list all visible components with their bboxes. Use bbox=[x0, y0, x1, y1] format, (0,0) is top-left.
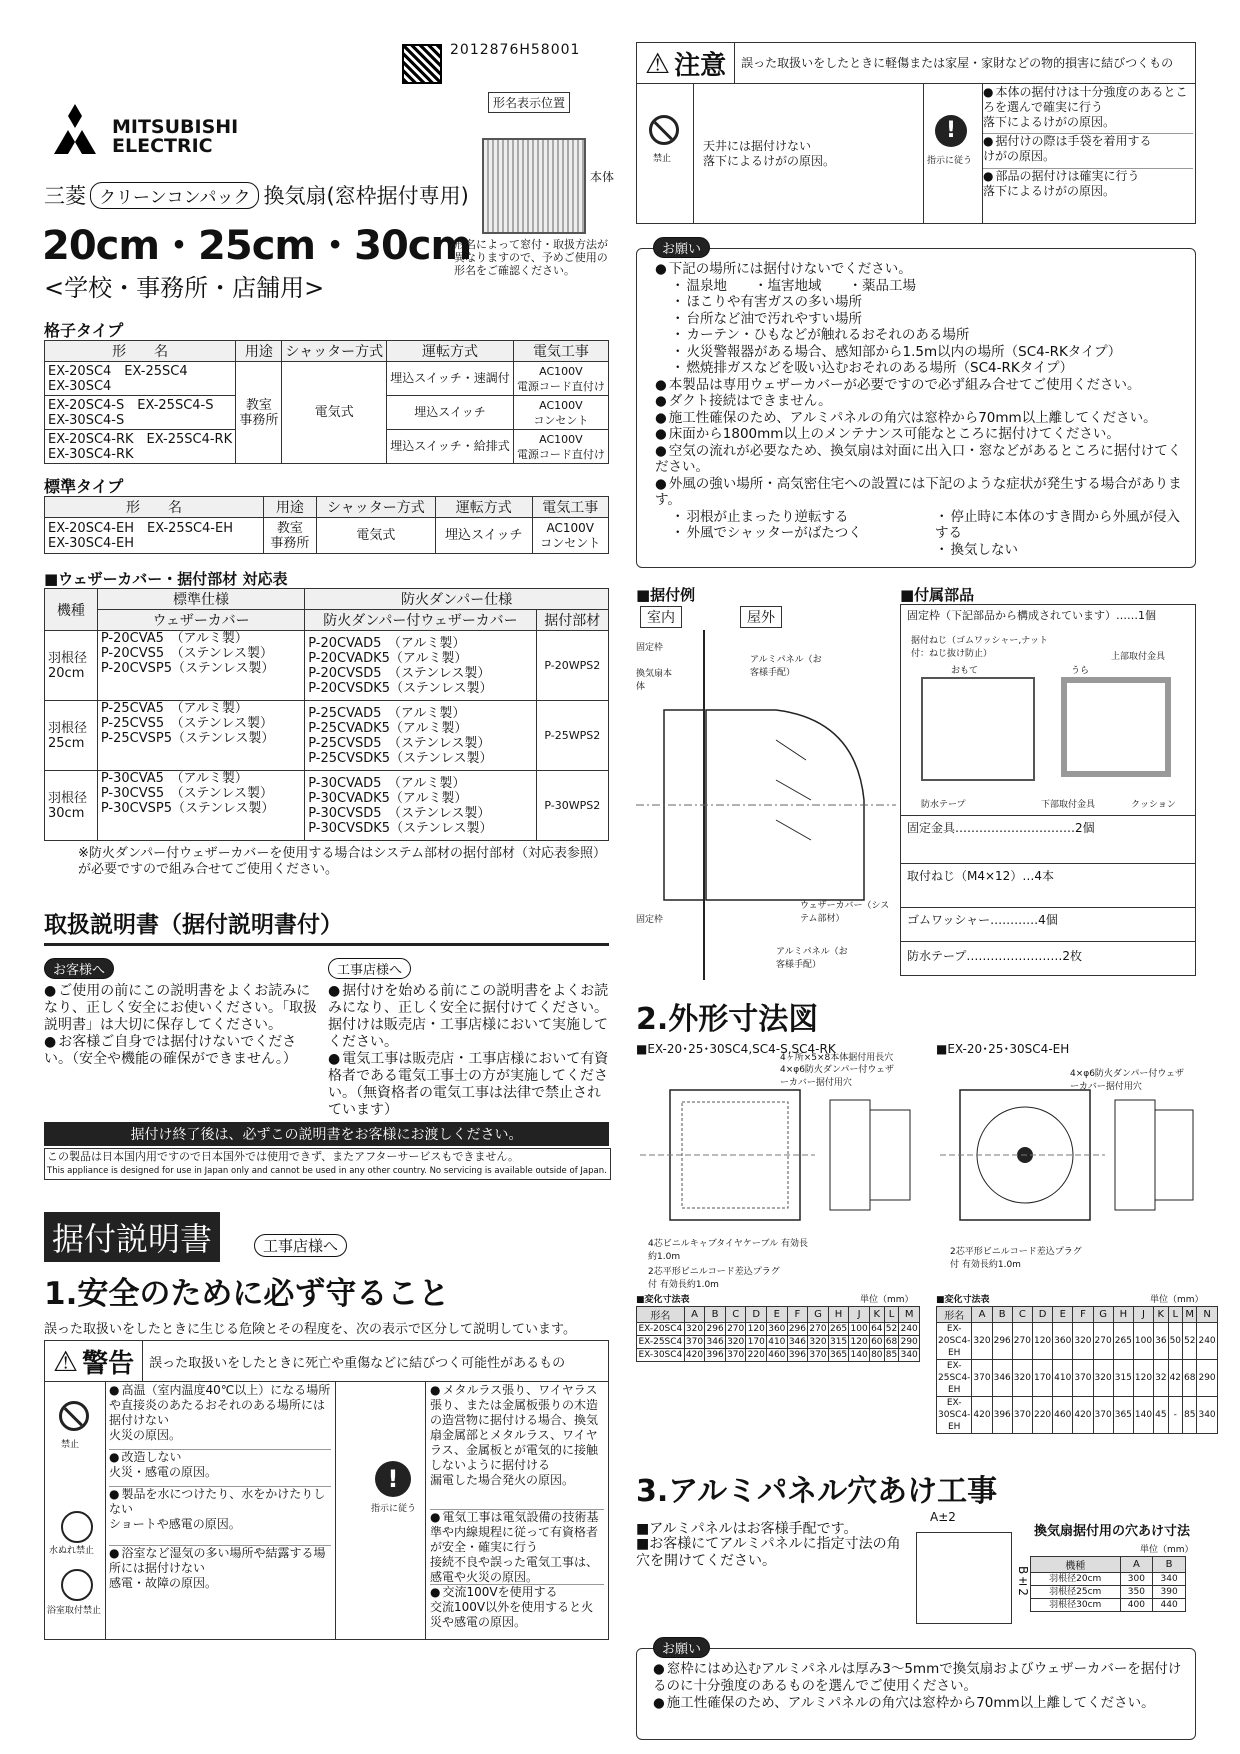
warning-triangle-icon: ⚠ bbox=[53, 1344, 79, 1378]
diagram-label: アルミパネル（お客様手配） bbox=[750, 655, 822, 678]
dim-table-title-b: ■変化寸法表 bbox=[936, 1295, 990, 1305]
request-item: ● 空気の流れが必要なため、換気扇は対面に出入口・窓などがあるところに据付けてください。 bbox=[655, 443, 1185, 476]
customer-item: ● ご使用の前にこの説明書をよくお読みになり、正しく安全にお使いください。「取扱説明書」は大切に保存してください。 bbox=[44, 983, 319, 1034]
parts-row: ゴムワッシャー…………4個 bbox=[907, 913, 1058, 927]
parts-box bbox=[900, 604, 1196, 976]
prohibit-icon bbox=[59, 1401, 89, 1431]
request-sub-item: ・ ほこりや有害ガスの多い場所 bbox=[671, 294, 1185, 311]
contractor-item: ● 据付けを始める前にこの説明書をよくお読みになり、正しく安全に据付けてください。据付けは販売店・工事店様において実施してください。 bbox=[328, 983, 610, 1051]
request-item: ● 本製品は専用ウェザーカバーが必要ですので必ず組み合せてご使用ください。 bbox=[655, 377, 1185, 394]
dimension-note: 2芯平形ビニルコード差込プラグ付 有効長約1.0m bbox=[648, 1267, 780, 1290]
dim-unit-b: 単位（mm） bbox=[1150, 1295, 1204, 1305]
no-bathroom-icon bbox=[61, 1569, 93, 1601]
warning-item: ● 交流100Vを使用する 交流100V以外を使用すると火災や感電の原因。 bbox=[430, 1585, 604, 1630]
body-label: 本体 bbox=[590, 170, 615, 184]
request-box bbox=[636, 242, 1196, 568]
hole-unit: 単位（mm） bbox=[1140, 1545, 1194, 1555]
warning-item: ● 製品を水につけたり、水をかけたりしない ショートや感電の原因。 bbox=[109, 1487, 331, 1546]
warning-item: ● メタルラス張り、ワイヤラス張り、または金属板張りの木造の造営物に据付ける場合、換気扇金属部とメタルラス、ワイヤラス、金属板とが電気的に接触しないように据付ける 漏電した場合発火の原因。 bbox=[430, 1383, 604, 1510]
table-row: EX-20SC4 320 296 270 120 360 296 270 265 100 64 52 240 bbox=[638, 1324, 918, 1334]
parts-sub-label: 据付ねじ（ゴムワッシャー,ナット付：ねじ抜け防止） bbox=[911, 636, 1049, 659]
diagram-label: 固定枠 bbox=[636, 643, 664, 653]
frame-back-illustration bbox=[1061, 677, 1171, 777]
s1-title: 1.安全のために必ず守ること bbox=[44, 1276, 450, 1312]
hole-table: 機種 A B 羽根径20cm 300 340 羽根径25cm 350 390 羽根径30cm 400 440 bbox=[1030, 1556, 1186, 1612]
fan-illustration bbox=[482, 138, 586, 234]
product-title: 三菱 クリーンコンパック 換気扇(窓枠据付専用) bbox=[44, 184, 469, 208]
caution-box bbox=[636, 42, 1196, 224]
contractor-pill: 工事店様へ bbox=[328, 958, 411, 979]
table-row: EX-30SC4 420 396 370 220 460 396 370 365 140 80 85 340 bbox=[638, 1350, 918, 1360]
caution-item: ● 据付けの際は手袋を着用する けがの原因。 bbox=[983, 134, 1193, 169]
standard-table: 形 名 用途 シャッター方式 運転方式 電気工事 EX-20SC4-EH EX-25SC4-EH EX-30SC4-EH 教室 事務所 電気式 埋込スイッチ AC100V コンセント bbox=[44, 496, 609, 554]
lattice-heading: 格子タイプ bbox=[44, 321, 124, 340]
parts-sub-label: 下部取付金具 bbox=[1041, 800, 1096, 810]
contractor-block bbox=[328, 958, 610, 1119]
customer-block bbox=[44, 958, 319, 1068]
install-pill: 工事店様へ bbox=[254, 1234, 347, 1257]
request-item: ● 施工性確保のため、アルミパネルの角穴は窓枠から70mm以上離してください。 bbox=[655, 410, 1185, 427]
request-sub-item: ・ 台所など油で汚れやすい場所 bbox=[671, 311, 1185, 328]
mitsubishi-logo-icon bbox=[44, 102, 106, 158]
request-sub-item: ・ 温泉地 ・塩害地域 ・薬品工場 bbox=[671, 278, 1185, 295]
request-sub-item: ・ カーテン・ひもなどが触れるおそれのある場所 bbox=[671, 327, 1185, 344]
weather-note: ※防火ダンパー付ウェザーカバーを使用する場合はシステム部材の据付部材（対応表参照）が必要ですので組み合せてご使用ください。 bbox=[78, 846, 607, 877]
hole-table-title: 換気扇据付用の穴あけ寸法 bbox=[1034, 1524, 1191, 1539]
s3-request-pill: お願い bbox=[653, 1637, 710, 1658]
dimension-note: 4ヶ所×5×8本体据付用長穴 bbox=[780, 1053, 894, 1063]
standard-heading: 標準タイプ bbox=[44, 477, 124, 496]
s3-line: ■お客様にてアルミパネルに指定寸法の角穴を開けてください。 bbox=[636, 1536, 901, 1569]
s2-title: 2.外形寸法図 bbox=[636, 1002, 819, 1037]
warning-label: ⚠ 警告 bbox=[45, 1341, 143, 1381]
install-example-diagram bbox=[636, 630, 906, 980]
warning-box bbox=[44, 1340, 609, 1640]
install-title: 据付説明書 bbox=[44, 1212, 220, 1262]
parts-row: 取付ねじ（M4×12）…4本 bbox=[907, 869, 1054, 883]
parts-row: 固定金具…………………………2個 bbox=[907, 821, 1095, 835]
s3-line: ■アルミパネルはお客様手配です。 bbox=[636, 1521, 858, 1537]
caution-item: ● 本体の据付けは十分強度のあるところを選んで確実に行う 落下によるけがの原因。 bbox=[983, 85, 1193, 134]
handover-bar: 据付け終了後は、必ずこの説明書をお客様にお渡しください。 bbox=[44, 1122, 609, 1146]
customer-item: ● お客様ご自身では据付けないでください。（安全や機能の確保ができません。） bbox=[44, 1034, 319, 1068]
parts-frame: 固定枠（下記部品から構成されています）……1個 bbox=[907, 609, 1156, 622]
parts-sub-label: 上部取付金具 bbox=[1111, 652, 1166, 662]
request-symptom: ・ 停止時に本体のすき間から外風が侵入する bbox=[935, 509, 1185, 542]
request-symptom: ・ 換気しない bbox=[935, 542, 1185, 559]
nameplate-note: 形名によって窓付・取扱方法が異なりますので、予めご使用の形名をご確認ください。 bbox=[454, 238, 608, 277]
indoor-label: 室内 bbox=[640, 606, 682, 628]
use-subtitle: <学校・事務所・店舗用> bbox=[44, 274, 325, 302]
contractor-item: ● 電気工事は販売店・工事店様において有資格者である電気工事士の方が実施してください。（無資格者の電気工事は法律で禁止されています） bbox=[328, 1051, 610, 1119]
icon-caption: 水ぬれ禁止 bbox=[49, 1546, 95, 1556]
warning-item: ● 高温（室内温度40℃以上）になる場所や直接炎のあたるおそれのある場所には据付けない 火災の原因。 bbox=[109, 1383, 331, 1450]
size-title: 20cm・25cm・30cm bbox=[42, 223, 472, 269]
table-row: EX-30SC4-EH 420 396 370 220 460 420 370 365 140 45 - 85 340 bbox=[938, 1398, 1216, 1432]
qr-code bbox=[402, 44, 442, 84]
s2-model-a: ■EX-20･25･30SC4,SC4-S,SC4-RK bbox=[636, 1042, 836, 1056]
dim-table-title-a: ■変化寸法表 bbox=[636, 1295, 690, 1305]
parts-row: 防水テープ……………………2枚 bbox=[907, 949, 1083, 963]
customer-pill: お客様へ bbox=[44, 958, 114, 979]
parts-sub-label: 防水テープ bbox=[921, 800, 966, 810]
nameplate-label: 形名表示位置 bbox=[488, 92, 570, 113]
dimension-note: 2芯平形ビニルコード差込プラグ付 有効長約1.0m bbox=[950, 1247, 1082, 1270]
instruction-icon: ! bbox=[935, 115, 967, 147]
diagram-label: 固定枠 bbox=[636, 915, 664, 925]
warning-item: ● 電気工事は電気設備の技術基準や内線規程に従って有資格者が安全・確実に行う 接続不良や誤った電気工事は、感電や火災の原因。 bbox=[430, 1510, 604, 1585]
caution-desc: 誤った取扱いをしたときに軽傷または家屋・家財などの物的損害に結びつくもの bbox=[741, 56, 1174, 70]
request-sub-item: ・ 燃焼排ガスなどを吸い込むおそれのある場所（SC4-RKタイプ） bbox=[671, 360, 1185, 377]
dimension-table-a: 形名 A B C D E F G H J K L M EX-20SC4 320 296 270 120 360 296 270 265 100 64 52 240 EX-25SC4 370 346 320 170 410 346 320 315 120 60 68 290 EX-30SC4 420 396 370 220 460 396 370 365 140 80 85 340 bbox=[636, 1306, 920, 1362]
s1-intro: 誤った取扱いをしたときに生じる危険とその程度を、次の表示で区分して説明しています。 bbox=[44, 1322, 576, 1337]
weather-heading: ■ウェザーカバー・据付部材 対応表 bbox=[44, 570, 288, 588]
dimension-drawing-a bbox=[640, 1060, 920, 1250]
icon-caption: 指示に従う bbox=[927, 156, 973, 166]
diagram-label: ウェザーカバー（システム部材） bbox=[800, 901, 890, 924]
request-pill: お願い bbox=[653, 237, 710, 258]
diagram-label: アルミパネル（お客様手配） bbox=[776, 947, 848, 970]
request-item: ● 下記の場所には据付けないでください。 bbox=[655, 261, 1185, 278]
table-row: 羽根径25cm 350 390 bbox=[1031, 1586, 1186, 1599]
dimension-note: 4芯ビニルキャブタイヤケーブル 有効長約1.0m bbox=[648, 1239, 808, 1262]
icon-caption: 指示に従う bbox=[371, 1504, 417, 1514]
request-symptom: ・ 羽根が止まったり逆転する bbox=[671, 509, 921, 526]
dimension-note: 4×φ6防火ダンパー付ウェザーカバー据付用穴 bbox=[780, 1065, 895, 1088]
request-item: ● ダクト接続はできません。 bbox=[655, 393, 1185, 410]
weather-table: 機種 標準仕様 防火ダンパー仕様 ウェザーカバー 防火ダンパー付ウェザーカバー 据付部材 羽根径 20cm P-20CVA5 （アルミ製） P-20CVS5 （ステンレス製） P-20CVSP5（ステンレス製） P-20CVAD5 （アルミ製） P-20CVADK5（アルミ製） P-20CVSD5 （ステンレス製） P-20CVSDK5（ステンレス製） P-20WPS2 羽根径 25cm P-25CVA5 （アルミ製） P-25CVS5 （ステンレス製） P-25CVSP5（ステンレス製） P-25CVAD5 （アルミ製） P-25CVADK5（アルミ製） P-25CVSD5 （ステンレス製） P-25CVSDK5（ステンレス製） P-25WPS2 羽根径 30cm P-30CVA5 （アルミ製） P-30CVS5 （ステンレス製） P-30CVSP5（ステンレス製） P-30CVAD5 （アルミ製） P-30CVADK5（アルミ製） P-30CVSD5 （ステンレス製） P-30CVSDK5（ステンレス製） P-30WPS2 bbox=[44, 588, 609, 841]
s3-request-item: ● 窓枠にはめ込むアルミパネルは厚み3～5mmで換気扇およびウェザーカバーを据付けるのに十分強度のあるものを選んでご使用ください。 bbox=[653, 1661, 1185, 1695]
request-sub-item: ・ 火災警報器がある場合、感知部から1.5m以内の場所（SC4-RKタイプ） bbox=[671, 344, 1185, 361]
prohibit-icon bbox=[649, 115, 679, 145]
dimension-note: 4×φ6防火ダンパー付ウェザーカバー据付用穴 bbox=[1070, 1069, 1185, 1092]
hole-diagram bbox=[916, 1532, 1012, 1624]
caution-label: ⚠ 注意 bbox=[637, 43, 735, 83]
outdoor-label: 屋外 bbox=[740, 606, 782, 628]
s3-title: 3.アルミパネル穴あけ工事 bbox=[636, 1474, 998, 1509]
icon-caption: 禁止 bbox=[653, 154, 672, 164]
warning-desc: 誤った取扱いをしたときに死亡や重傷などに結びつく可能性があるもの bbox=[149, 1355, 566, 1371]
table-row: 羽根径30cm 400 440 bbox=[1031, 1599, 1186, 1612]
table-row: 羽根径20cm 300 340 bbox=[1031, 1573, 1186, 1586]
request-item: ● 外風の強い場所・高気密住宅への設置には下記のような症状が発生する場合があります。 bbox=[655, 476, 1185, 509]
s2-model-b: ■EX-20･25･30SC4-EH bbox=[936, 1042, 1070, 1056]
lattice-table: 形 名 用途 シャッター方式 運転方式 電気工事 EX-20SC4 EX-25SC4 EX-30SC4 教室 事務所 電気式 埋込スイッチ・速調付 AC100V 電源コード直付け EX-20SC4-S EX-25SC4-S EX-30SC4-S 埋込スイッチ AC100V コンセント EX-20SC4-RK EX-25SC4-RK EX-30SC4-RK 埋込スイッチ・給排式 AC100V 電源コード直付け bbox=[44, 340, 609, 464]
warning-item: ● 改造しない 火災・感電の原因。 bbox=[109, 1450, 331, 1487]
table-row: EX-25SC4-EH 370 346 320 170 410 370 320 315 120 32 42 68 290 bbox=[938, 1361, 1216, 1395]
icon-caption: 浴室取付禁止 bbox=[47, 1606, 102, 1616]
warning-item: ● 浴室など湿気の多い場所や結露する場所には据付けない 感電・故障の原因。 bbox=[109, 1546, 331, 1591]
diagram-label: 換気扇本体 bbox=[636, 669, 673, 692]
hole-a-label: A±2 bbox=[930, 1510, 956, 1524]
frame-front-illustration bbox=[921, 677, 1035, 781]
icon-caption: 禁止 bbox=[61, 1440, 80, 1450]
request-symptom: ・ 外風でシャッターがばたつく bbox=[671, 525, 921, 542]
parts-sub-label: うら bbox=[1071, 666, 1090, 676]
no-water-icon bbox=[61, 1511, 93, 1543]
caution-item: ● 部品の据付けは確実に行う 落下によるけがの原因。 bbox=[983, 169, 1193, 199]
parts-sub-label: おもて bbox=[951, 666, 979, 676]
manual-title: 取扱説明書（据付説明書付） bbox=[44, 906, 609, 946]
parts-sub-label: クッション bbox=[1131, 800, 1176, 810]
caution-triangle-icon: ⚠ bbox=[645, 46, 671, 80]
japan-only-notice: この製品は日本国内用ですので日本国外では使用できず、またアフターサービスもできません。 This appliance is designed for use in Japan only and cannot be used in any other country. No servicing is available outside of Japan. bbox=[44, 1148, 611, 1180]
s3-request-item: ● 施工性確保のため、アルミパネルの角穴は窓枠から70mm以上離してください。 bbox=[653, 1695, 1185, 1712]
hole-b-label: B±2 bbox=[1016, 1566, 1030, 1596]
table-row: EX-20SC4-EH 320 296 270 120 360 320 270 265 100 36 50 52 240 bbox=[938, 1324, 1216, 1358]
install-example-title: ■据付例 bbox=[636, 586, 696, 604]
dim-unit-a: 単位（mm） bbox=[860, 1295, 914, 1305]
request-item: ● 床面から1800mm以上のメンテナンス可能なところに据付けてください。 bbox=[655, 426, 1185, 443]
caution-item-ceiling: 天井には据付けない 落下によるけがの原因。 bbox=[703, 139, 836, 168]
dimension-table-b: 形名 A B C D E F G H J K L M N EX-20SC4-EH 320 296 270 120 360 320 270 265 100 36 50 52 240 EX-25SC4-EH 370 346 320 170 410 370 320 315 120 32 42 68 290 EX-30SC4-EH 420 396 370 220 460 420 370 365 140 45 - 85 340 bbox=[936, 1306, 1218, 1434]
brand-name: MITSUBISHI ELECTRIC bbox=[112, 116, 239, 157]
table-row: EX-25SC4 370 346 320 170 410 346 320 315 120 60 68 290 bbox=[638, 1337, 918, 1347]
instruction-icon: ! bbox=[375, 1461, 411, 1497]
doc-code: 2012876H58001 bbox=[450, 42, 581, 58]
parts-title: ■付属部品 bbox=[900, 586, 975, 604]
s3-request-box bbox=[636, 1642, 1196, 1740]
